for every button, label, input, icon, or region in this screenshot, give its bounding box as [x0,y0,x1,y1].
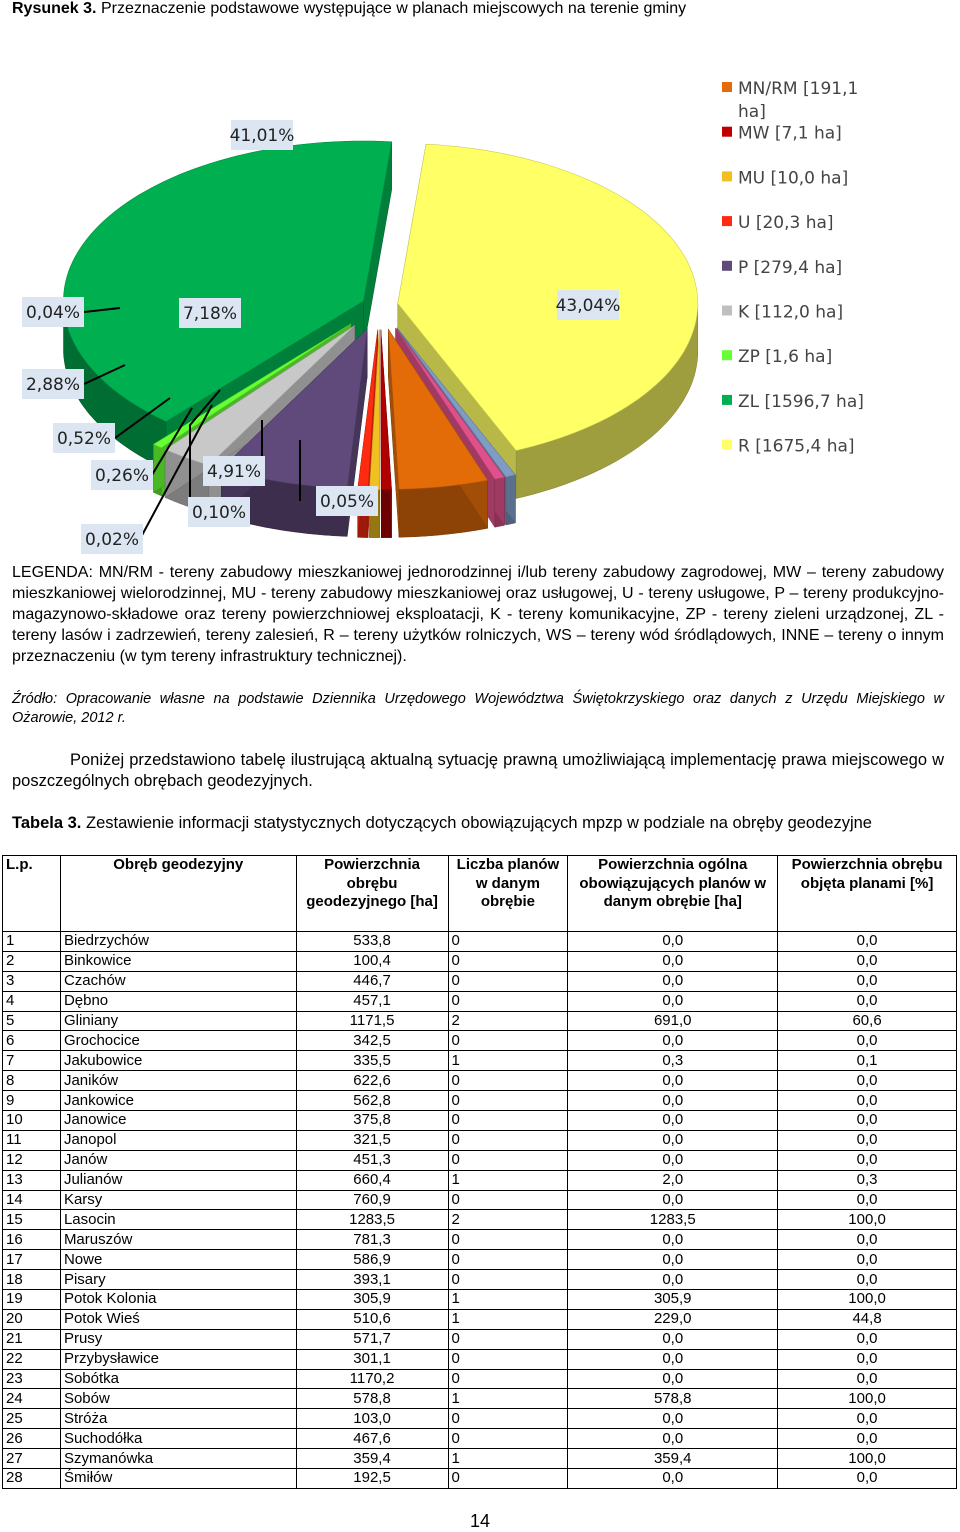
table-row [3,1031,957,1051]
col-lp-cell: 22 [3,1349,61,1369]
table-row [3,1369,957,1389]
col-procent-cell: 0,0 [778,1190,957,1210]
table-row [3,1409,957,1429]
table-row [3,1449,957,1469]
col-procent-cell: 100,0 [778,1210,957,1230]
legend-swatch [722,171,732,181]
table-row [3,991,957,1011]
col-powierzchnia-cell: 451,3 [296,1150,448,1170]
legend-swatch [722,216,732,226]
col-procent-cell: 0,0 [778,1071,957,1091]
table-row [3,1071,957,1091]
col-lp-cell: 16 [3,1230,61,1250]
legend-label: R [1675,4 ha] [738,436,855,457]
legend-swatch [722,306,732,316]
col-powierzchnia-planow-cell: 1283,5 [568,1210,778,1230]
col-powierzchnia-cell: 510,6 [296,1309,448,1329]
col-lp-cell: 11 [3,1130,61,1150]
col-obreb-cell: Binkowice [60,951,296,971]
col-powierzchnia-planow-cell: 0,0 [568,1150,778,1170]
col-powierzchnia-planow-cell: 2,0 [568,1170,778,1190]
table-row [3,1349,957,1369]
table-row [3,1469,957,1489]
table-row [3,1190,957,1210]
col-powierzchnia-cell: 457,1 [296,991,448,1011]
col-lp-cell: 6 [3,1031,61,1051]
col-procent-cell: 0,0 [778,1270,957,1290]
col-powierzchnia-cell: 375,8 [296,1111,448,1131]
col-powierzchnia-cell: 1170,2 [296,1369,448,1389]
col-liczba-planow-cell: 0 [448,1071,568,1091]
col-procent-cell: 60,6 [778,1011,957,1031]
legend-swatch [722,395,732,405]
table-row [3,951,957,971]
col-lp-cell: 7 [3,1051,61,1071]
col-powierzchnia-planow-cell: 0,0 [568,1429,778,1449]
col-powierzchnia-cell: 446,7 [296,971,448,991]
legend-swatch [722,127,732,137]
col-obreb-cell: Lasocin [60,1210,296,1230]
col-procent-cell: 0,0 [778,932,957,952]
col-obreb-cell: Potok Kolonia [60,1290,296,1310]
table-row [3,1389,957,1409]
table-header-row [3,856,957,932]
legend-label: MN/RM [191,1 [738,79,859,99]
col-procent-cell: 0,0 [778,1150,957,1170]
col-obreb-cell: Jankowice [60,1091,296,1111]
table-row [3,1290,957,1310]
table-row [3,932,957,952]
col-procent-cell: 0,0 [778,1409,957,1429]
col-liczba-planow-header: Liczba planów w danym obrębie [448,856,568,932]
col-liczba-planow-cell: 0 [448,1270,568,1290]
col-liczba-planow-cell: 1 [448,1170,568,1190]
table-row [3,971,957,991]
col-procent-cell: 100,0 [778,1290,957,1310]
col-powierzchnia-cell: 760,9 [296,1190,448,1210]
table-row [3,1270,957,1290]
col-obreb-cell: Śmiłów [60,1469,296,1489]
col-obreb-cell: Janopol [60,1130,296,1150]
col-powierzchnia-cell: 660,4 [296,1170,448,1190]
col-powierzchnia-planow-cell: 305,9 [568,1290,778,1310]
col-liczba-planow-cell: 0 [448,1111,568,1131]
intro-paragraph: Poniżej przedstawiono tabelę ilustrującą aktualną sytuację prawną umożliwiającą implementację prawa miejscowego w poszczególnych obrębach geodezyjnych. [12,751,944,790]
col-procent-cell: 0,0 [778,1230,957,1250]
col-obreb-cell: Biedrzychów [60,932,296,952]
col-powierzchnia-cell: 103,0 [296,1409,448,1429]
col-liczba-planow-cell: 1 [448,1290,568,1310]
table-row [3,1210,957,1230]
col-procent-cell: 0,0 [778,1111,957,1131]
col-lp-cell: 15 [3,1210,61,1230]
col-powierzchnia-cell: 305,9 [296,1290,448,1310]
col-procent-cell: 100,0 [778,1389,957,1409]
col-lp-cell: 20 [3,1309,61,1329]
col-liczba-planow-cell: 0 [448,1349,568,1369]
col-obreb-cell: Czachów [60,971,296,991]
col-liczba-planow-cell: 2 [448,1210,568,1230]
col-powierzchnia-planow-cell: 0,0 [568,1409,778,1429]
col-liczba-planow-cell: 0 [448,1469,568,1489]
col-powierzchnia-planow-header: Powierzchnia ogólna obowiązujących planów w danym obrębie [ha] [568,856,778,932]
col-powierzchnia-cell: 100,4 [296,951,448,971]
legend-swatch [722,261,732,271]
col-powierzchnia-cell: 562,8 [296,1091,448,1111]
table-caption: Zestawienie informacji statystycznych dotyczących obowiązujących mpzp w podziale na obręby geodezyjne [86,814,872,832]
col-obreb-cell: Sobów [60,1389,296,1409]
col-obreb-cell: Maruszów [60,1230,296,1250]
statistics-table [2,855,957,1489]
col-powierzchnia-planow-cell: 0,0 [568,1349,778,1369]
legend-label: MW [7,1 ha] [738,123,842,144]
col-procent-cell: 0,0 [778,1250,957,1270]
col-liczba-planow-cell: 2 [448,1011,568,1031]
col-obreb-cell: Dębno [60,991,296,1011]
col-procent-cell: 0,0 [778,991,957,1011]
col-powierzchnia-cell: 578,8 [296,1389,448,1409]
col-lp-cell: 23 [3,1369,61,1389]
col-obreb-cell: Szymanówka [60,1449,296,1469]
col-lp-header: L.p. [3,856,61,932]
col-procent-cell: 0,0 [778,951,957,971]
col-liczba-planow-cell: 0 [448,1091,568,1111]
col-lp-cell: 4 [3,991,61,1011]
col-procent-cell: 0,0 [778,1091,957,1111]
col-powierzchnia-planow-cell: 0,0 [568,991,778,1011]
col-powierzchnia-cell: 467,6 [296,1429,448,1449]
col-procent-cell: 0,0 [778,1369,957,1389]
col-procent-cell: 0,0 [778,1329,957,1349]
col-powierzchnia-planow-cell: 0,0 [568,1031,778,1051]
col-powierzchnia-planow-cell: 691,0 [568,1011,778,1031]
col-powierzchnia-cell: 301,1 [296,1349,448,1369]
table-row [3,1091,957,1111]
col-lp-cell: 19 [3,1290,61,1310]
col-procent-cell: 0,0 [778,1469,957,1489]
col-powierzchnia-header: Powierzchnia obrębu geodezyjnego [ha] [296,856,448,932]
col-powierzchnia-planow-cell: 0,0 [568,971,778,991]
legend-label: ha] [738,102,766,122]
col-powierzchnia-cell: 586,9 [296,1250,448,1270]
col-liczba-planow-cell: 1 [448,1449,568,1469]
col-obreb-cell: Prusy [60,1329,296,1349]
col-lp-cell: 8 [3,1071,61,1091]
data-label: 0,04% [25,303,81,323]
legend-label: ZP [1,6 ha] [738,347,833,368]
col-powierzchnia-planow-cell: 0,0 [568,1130,778,1150]
figure-title: Przeznaczenie podstawowe występujące w planach miejscowych na terenie gminy [100,0,687,17]
col-lp-cell: 5 [3,1011,61,1031]
col-liczba-planow-cell: 0 [448,1429,568,1449]
col-lp-cell: 14 [3,1190,61,1210]
col-powierzchnia-planow-cell: 0,0 [568,1250,778,1270]
data-label: 0,05% [319,492,375,512]
chart-legend-description: LEGENDA: MN/RM - tereny zabudowy mieszkaniowej jednorodzinnej i/lub tereny zabudowy zagrodowej, MW – tereny zabudowy mieszkaniowej wielorodzinnej, MU - tereny zabudowy mieszkaniowej oraz usługowej, U - tereny usługowe, P – tereny produkcyjno-magazynowo-składowe oraz tereny powierzchniowej eksploatacji, K - tereny komunikacyjne, ZP - tereny zieleni urządzonej, ZL -tereny lasów i zadrzewień, tereny zalesień, R – tereny użytków rolniczych, WS – tereny wód śródlądowych, INNE – tereny o innym przeznaczeniu (w tym tereny infrastruktury technicznej). [12,564,944,665]
page-number: 14 [469,1511,491,1531]
col-powierzchnia-cell: 335,5 [296,1051,448,1071]
data-label: 0,52% [56,429,112,449]
legend-label: U [20,3 ha] [738,213,834,234]
table-row [3,1250,957,1270]
table-row [3,1011,957,1031]
data-label: 2,88% [25,375,81,395]
col-lp-cell: 3 [3,971,61,991]
col-obreb-cell: Grochocice [60,1031,296,1051]
col-lp-cell: 24 [3,1389,61,1409]
table-row [3,1329,957,1349]
col-powierzchnia-planow-cell: 0,0 [568,1230,778,1250]
col-obreb-cell: Gliniany [60,1011,296,1031]
col-powierzchnia-planow-cell: 0,0 [568,1091,778,1111]
legend-label: ZL [1596,7 ha] [738,391,864,412]
col-powierzchnia-planow-cell: 0,0 [568,932,778,952]
col-powierzchnia-planow-cell: 0,3 [568,1051,778,1071]
col-powierzchnia-cell: 393,1 [296,1270,448,1290]
col-liczba-planow-cell: 0 [448,1031,568,1051]
col-lp-cell: 12 [3,1150,61,1170]
col-liczba-planow-cell: 0 [448,1250,568,1270]
col-powierzchnia-planow-cell: 0,0 [568,1190,778,1210]
col-liczba-planow-cell: 0 [448,932,568,952]
col-powierzchnia-cell: 321,5 [296,1130,448,1150]
col-powierzchnia-planow-cell: 0,0 [568,1111,778,1131]
data-label: 0,02% [84,530,140,550]
col-obreb-cell: Janowice [60,1111,296,1131]
col-procent-cell: 44,8 [778,1309,957,1329]
col-lp-cell: 26 [3,1429,61,1449]
col-procent-header: Powierzchnia obrębu objęta planami [%] [778,856,957,932]
col-procent-cell: 0,0 [778,1349,957,1369]
col-powierzchnia-planow-cell: 578,8 [568,1389,778,1409]
table-row [3,1170,957,1190]
legend-swatch [722,82,732,92]
col-powierzchnia-planow-cell: 0,0 [568,1071,778,1091]
col-powierzchnia-planow-cell: 359,4 [568,1449,778,1469]
table-label: Tabela 3. [12,814,82,832]
col-liczba-planow-cell: 0 [448,1369,568,1389]
col-obreb-cell: Julianów [60,1170,296,1190]
col-lp-cell: 2 [3,951,61,971]
col-lp-cell: 18 [3,1270,61,1290]
col-powierzchnia-cell: 342,5 [296,1031,448,1051]
col-liczba-planow-cell: 0 [448,1190,568,1210]
col-powierzchnia-planow-cell: 0,0 [568,1469,778,1489]
col-procent-cell: 100,0 [778,1449,957,1469]
figure-caption [12,0,952,18]
source-note: Źródło: Opracowanie własne na podstawie Dziennika Urzędowego Województwa Świętokrzyskiego oraz danych z Urzędu Miejskiego w Ożarowie, 2012 r. [12,691,944,726]
col-lp-cell: 13 [3,1170,61,1190]
col-liczba-planow-cell: 0 [448,1130,568,1150]
col-obreb-cell: Janów [60,1150,296,1170]
col-liczba-planow-cell: 0 [448,1329,568,1349]
legend-label: MU [10,0 ha] [738,168,849,189]
col-obreb-cell: Potok Wieś [60,1309,296,1329]
col-lp-cell: 17 [3,1250,61,1270]
col-powierzchnia-cell: 192,5 [296,1469,448,1489]
col-powierzchnia-planow-cell: 0,0 [568,1270,778,1290]
legend-swatch [722,350,732,360]
table-row [3,1130,957,1150]
data-label: 0,26% [94,466,150,486]
col-powierzchnia-cell: 1283,5 [296,1210,448,1230]
col-obreb-cell: Pisary [60,1270,296,1290]
col-powierzchnia-planow-cell: 0,0 [568,1329,778,1349]
col-liczba-planow-cell: 1 [448,1389,568,1409]
col-liczba-planow-cell: 0 [448,1150,568,1170]
col-powierzchnia-cell: 359,4 [296,1449,448,1469]
col-procent-cell: 0,0 [778,971,957,991]
col-lp-cell: 1 [3,932,61,952]
col-lp-cell: 25 [3,1409,61,1429]
table-row [3,1230,957,1250]
col-powierzchnia-cell: 1171,5 [296,1011,448,1031]
col-procent-cell: 0,0 [778,1429,957,1449]
data-label: 7,18% [182,304,238,324]
data-label: 41,01% [229,126,295,146]
col-powierzchnia-cell: 533,8 [296,932,448,952]
col-obreb-cell: Janików [60,1071,296,1091]
col-lp-cell: 10 [3,1111,61,1131]
col-lp-cell: 21 [3,1329,61,1349]
col-liczba-planow-cell: 0 [448,971,568,991]
col-lp-cell: 28 [3,1469,61,1489]
col-lp-cell: 27 [3,1449,61,1469]
col-obreb-cell: Stróża [60,1409,296,1429]
col-liczba-planow-cell: 0 [448,951,568,971]
col-obreb-cell: Karsy [60,1190,296,1210]
table-row [3,1309,957,1329]
col-liczba-planow-cell: 0 [448,1230,568,1250]
legend-swatch [722,440,732,450]
data-label: 4,91% [206,462,262,482]
col-powierzchnia-cell: 571,7 [296,1329,448,1349]
col-liczba-planow-cell: 0 [448,1409,568,1429]
col-powierzchnia-cell: 781,3 [296,1230,448,1250]
col-lp-cell: 9 [3,1091,61,1111]
legend-label: K [112,0 ha] [738,302,844,323]
col-liczba-planow-cell: 1 [448,1309,568,1329]
col-liczba-planow-cell: 0 [448,991,568,1011]
col-procent-cell: 0,0 [778,1130,957,1150]
col-powierzchnia-planow-cell: 0,0 [568,951,778,971]
col-obreb-header: Obręb geodezyjny [60,856,296,932]
col-obreb-cell: Nowe [60,1250,296,1270]
table-row [3,1111,957,1131]
col-procent-cell: 0,0 [778,1031,957,1051]
table-row [3,1429,957,1449]
data-label: 0,10% [191,503,247,523]
col-powierzchnia-cell: 622,6 [296,1071,448,1091]
data-label: 43,04% [555,296,621,316]
col-procent-cell: 0,3 [778,1170,957,1190]
table-row [3,1051,957,1071]
col-procent-cell: 0,1 [778,1051,957,1071]
col-powierzchnia-planow-cell: 0,0 [568,1369,778,1389]
col-powierzchnia-planow-cell: 229,0 [568,1309,778,1329]
col-liczba-planow-cell: 1 [448,1051,568,1071]
figure-label: Rysunek 3. [12,0,97,17]
col-obreb-cell: Jakubowice [60,1051,296,1071]
col-obreb-cell: Sobótka [60,1369,296,1389]
col-obreb-cell: Suchodółka [60,1429,296,1449]
table-row [3,1150,957,1170]
legend-label: P [279,4 ha] [738,257,843,278]
table-title [12,813,944,834]
pie-chart [0,20,960,560]
col-obreb-cell: Przybysławice [60,1349,296,1369]
